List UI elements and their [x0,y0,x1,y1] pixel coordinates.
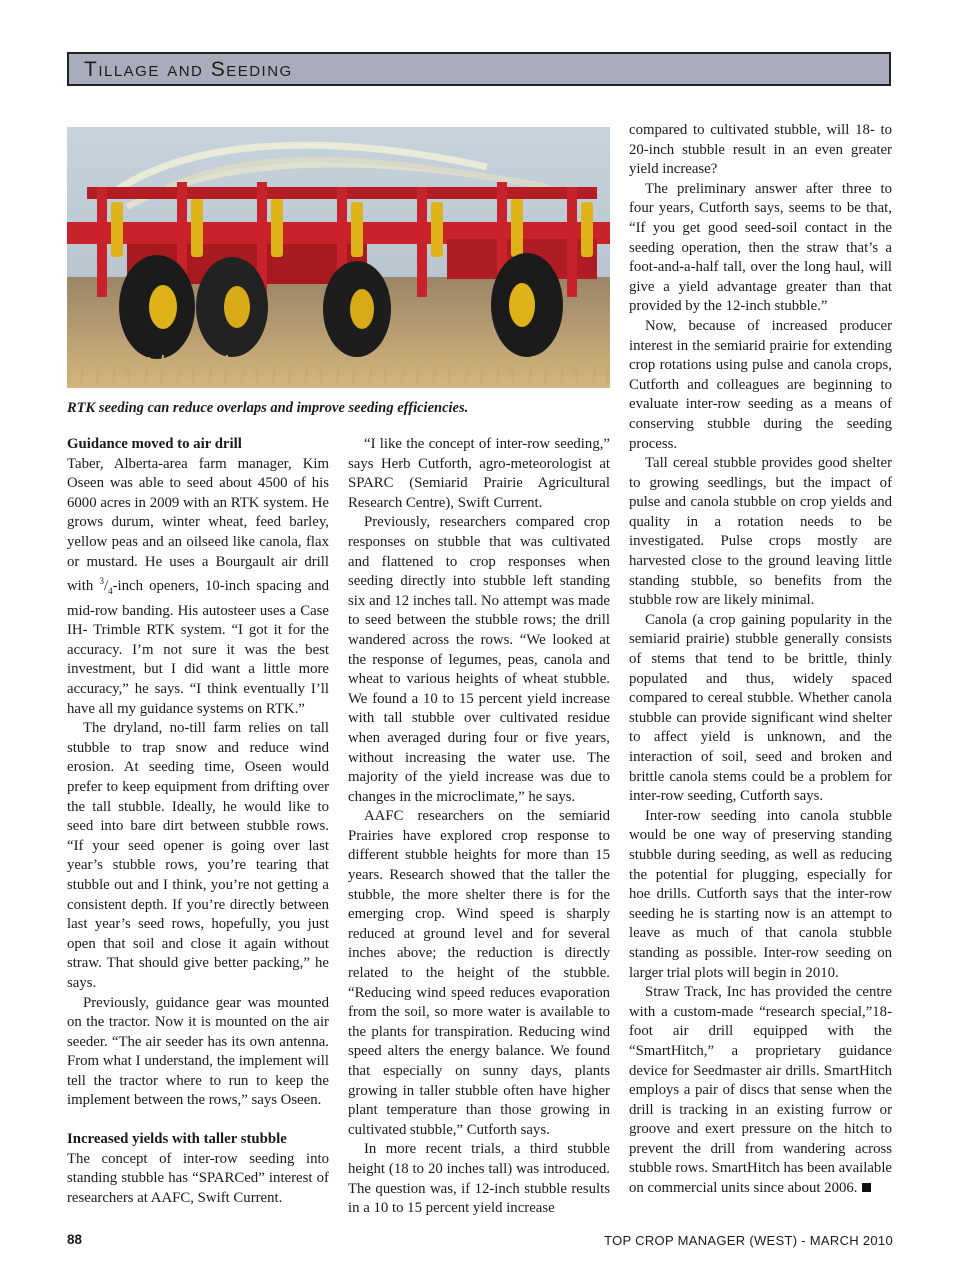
paragraph: Previously, guidance gear was mounted on the tractor. Now it is mounted on the air seeder. “The air seeder has its own antenna. From what I understand, the implement will tell the tractor where to run to keep the implement between the rows,” says Oseen. [67,994,329,1109]
paragraph: Taber, Alberta-area farm manager, Kim Oseen was able to seed about 4500 of his 6000 acres in 2009 with an RTK system. He grows durum, winter wheat, feed barley, yellow peas and an oilseed like canola, flax or mustard. He uses a Bourgault air drill with $^3/_4$-inch openers, 10-inch spacing and mid-row banding. His autosteer uses a Case IH- Trimble RTK system. “I got it for the accuracy. I’m not sure it was the best investment, but I did want a little more accuracy,” he says. “I think eventually I’ll have all my guidance systems on RTK.” [67,455,329,717]
photo-caption: RTK seeding can reduce overlaps and improve seeding efficiencies. [67,400,469,416]
article-column-2 [348,435,610,1219]
paragraph: Now, because of increased producer interest in the semiarid prairie for extending crop rotations using pulse and canola crops, Cutforth and colleagues are beginning to evaluate inter-row seeding as a means of conserving stubble during the seeding process. [629,317,892,452]
text-run: Taber, Alberta-area farm manager, Kim Oseen was able to seed about 4500 of his 6000 acres in 2009 with an RTK system. He grows durum, winter wheat, feed barley, yellow peas and an oilseed like canola, flax or mustard. He uses a Bourgault air drill with [67,455,329,595]
text-run: Straw Track, Inc has provided the centre with a custom-made “research special,”18-foot air drill equipped with the “SmartHitch,” a proprietary guidance device for Seedmaster air drills. SmartHitch employs a pair of discs that sense when the drill is tracking in an existing furrow or groove and exert pressure on the hitch to prevent the drill from wandering across stubble rows. SmartHitch has been available on commercial units since about 2006. [629,984,892,1197]
paragraph: Canola (a crop gaining popularity in the semiarid prairie) stubble generally consists of stems that tend to be brittle, thinly populated and thus, widely spaced compared to cereal stubble. Whether canola stubble can provide significant wind shelter to affect yield is unknown, and the interaction of soil, seed and broken and brittle canola stems could be a problem for inter-row seeding, Cutforth says. [629,611,892,805]
paragraph: AAFC researchers on the semiarid Prairies have explored crop response to different stubble heights for more than 15 years. Research showed that the taller the stubble, the more shelter there is for the emerging crop. Wind speed is sharply reduced at ground level and for several inches above; the reduction is directly related to the height of the stubble. “Reducing wind speed reduces evaporation from the soil, so more water is available to the plants for transpiration. Reducing wind speed alters the energy balance. We found that especially on sunny days, plants growing in taller stubble often have higher plant temperature than those growing in cultivated stubble,” Cutforth says. [348,808,610,1138]
paragraph: The dryland, no-till farm relies on tall stubble to trap snow and reduce wind erosion. At seeding time, Oseen would prefer to keep equipment from drifting over the tall stubble. Ideally, he would like to seed into bare dirt between stubble rows. “If your seed opener is going over last year’s stubble rows, you’re tearing that stubble out and I think, you’re not getting a consistent depth. If you’re directly between last year’s seed rows, hopefully, you just open that soil and close it again without straw. That should give better packing,” he says. [67,720,329,991]
article-column-3 [629,121,892,1199]
paragraph: Inter-row seeding into canola stubble would be one way of preserving standing stubble during seeding, as well as reducing the potential for plugging, especially for hoe drills. Cutforth says that the inter-row seeding he is starting now is an attempt to leave as much of that canola stubble standing as possible. Inter-row seeding on larger trial plots will begin in 2010. [629,807,892,981]
paragraph: Previously, researchers compared crop responses on stubble that was cultivated and flattened to crop responses when seeding directly into stubble left standing six and 12 inches tall. No attempt was made to seed between the stubble rows; the drill wandered across the rows. “We looked at the response of legumes, peas, canola and wheat to various heights of wheat stubble. We found a 10 to 15 percent yield increase with tall stubble over cultivated residue when averaged during four or five years, without increasing the water use. The majority of the yield increase was due to changes in the microclimate,” he says. [348,514,610,805]
article-column-1 [67,435,329,1208]
paragraph [629,983,892,1199]
paragraph: The concept of inter-row seeding into standing stubble has “SPARCed” interest of researchers at AAFC, Swift Current. [67,1150,329,1206]
fraction-numerator: 3 [99,576,104,587]
end-of-article-mark [862,1183,871,1192]
paragraph: The preliminary answer after three to four years, Cutforth says, seems to be that, “If you get good seed-soil contact in the seeding operation, then the straw that’s a foot-and-a-half tall, over the long haul, will give a yield advantage greater than that provided by the 12-inch stubble.” [629,180,892,315]
subheading-guidance: Guidance moved to air drill [67,436,242,452]
fraction-denominator: 4 [108,586,113,597]
air-drill-photo [67,127,610,388]
section-title: Tillage and Seeding [84,58,293,81]
paragraph: “I like the concept of inter-row seeding,” says Herb Cutforth, agro-meteorologist at SPARC (Semiarid Prairie Agricultural Research Centre), Swift Current. [348,436,610,511]
section-banner [67,52,891,86]
paragraph: compared to cultivated stubble, will 18- to 20-inch stubble result in an even greater yield increase? [629,122,892,178]
subheading-increased-yields: Increased yields with taller stubble [67,1131,287,1148]
text-run: -inch openers, 10-inch spacing and mid-row banding. His autosteer uses a Case IH- Trimble RTK system. “I got it for the accuracy. I’m not sure it was the best investment, but I did want a little more accuracy,” he says. “I think eventually I’ll have all my guidance systems on RTK.” [67,578,329,717]
page-number: 88 [67,1232,83,1247]
publication-footer: TOP CROP MANAGER (WEST) - MARCH 2010 [604,1233,893,1248]
air-drill-illustration [67,127,610,388]
paragraph: Tall cereal stubble provides good shelter to growing seedlings, but the impact of pulse and canola stubble on crop yields and quality in a rotation needs to be investigated. Pulse crops mostly are harvested close to the ground leaving little standing stubble, so benefits from the stubble row are likely minimal. [629,455,892,609]
paragraph: In more recent trials, a third stubble height (18 to 20 inches tall) was introduced. The question was, if 12-inch stubble results in a 10 to 15 percent yield increase [348,1141,610,1217]
